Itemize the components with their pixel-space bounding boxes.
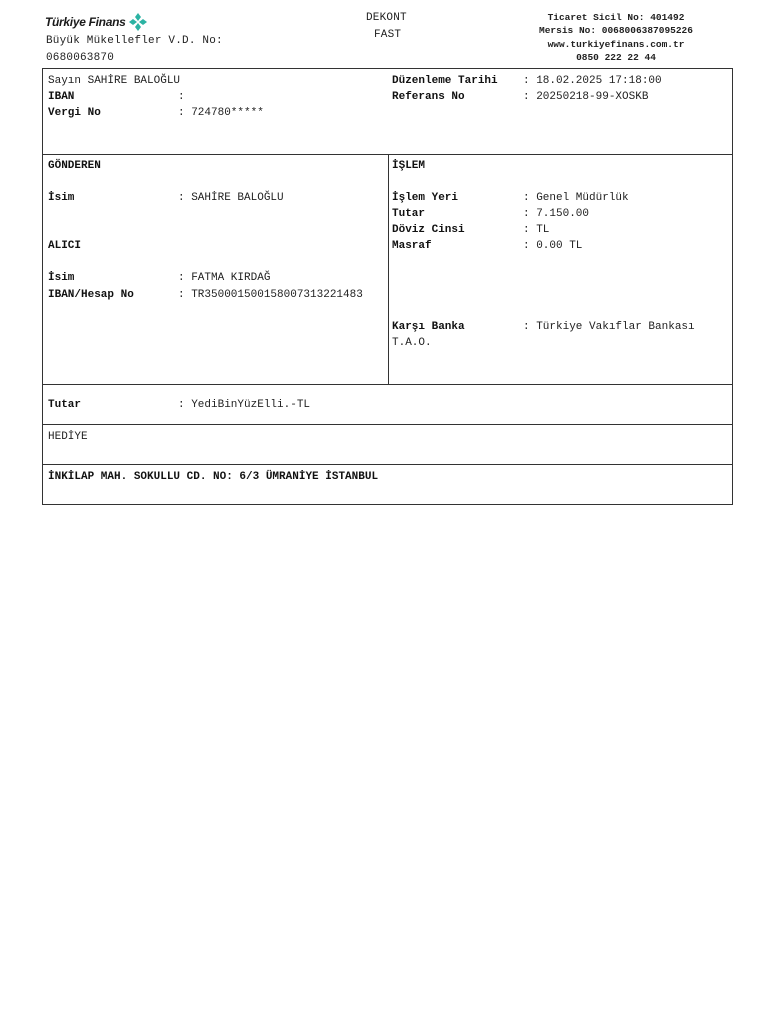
fee-label: Masraf bbox=[392, 240, 432, 252]
description-text: HEDİYE bbox=[48, 431, 88, 443]
website: www.turkiyefinans.com.tr bbox=[547, 39, 685, 50]
tax-office-number: 0680063870 bbox=[46, 52, 115, 64]
issue-date-value: : 18.02.2025 17:18:00 bbox=[523, 75, 662, 87]
phone-number: 0850 222 22 44 bbox=[576, 52, 656, 63]
tax-office-label: Büyük Mükellefler V.D. No: bbox=[46, 35, 223, 47]
transaction-amount-label: Tutar bbox=[392, 208, 426, 220]
transaction-amount-value: : 7.150.00 bbox=[523, 208, 590, 220]
counter-bank-value: : Türkiye Vakıflar Bankası bbox=[523, 321, 695, 333]
trade-registry: Ticaret Sicil No: 401492 bbox=[547, 12, 685, 23]
reference-label: Referans No bbox=[392, 91, 465, 103]
iban-label: IBAN bbox=[48, 91, 75, 103]
brand-name: Türkiye Finans bbox=[45, 15, 126, 29]
receiver-iban-label: IBAN/Hesap No bbox=[48, 289, 134, 301]
transaction-place-value: : Genel Müdürlük bbox=[523, 192, 629, 204]
amount-text-box bbox=[42, 384, 733, 425]
branch-address: İNKİLAP MAH. SOKULLU CD. NO: 6/3 ÜMRANİYE İSTANBUL bbox=[48, 471, 379, 483]
reference-value: : 20250218-99-XOSKB bbox=[523, 91, 649, 103]
fee-value: : 0.00 TL bbox=[523, 240, 583, 252]
counter-bank-value-continued: T.A.O. bbox=[392, 337, 432, 349]
tax-number-value: : 724780***** bbox=[178, 107, 264, 119]
iban-value: : bbox=[178, 91, 185, 103]
transaction-place-label: İşlem Yeri bbox=[392, 192, 459, 204]
bank-logo bbox=[45, 11, 148, 33]
receiver-name-label: İsim bbox=[48, 272, 75, 284]
amount-text-label: Tutar bbox=[48, 399, 82, 411]
issue-date-label: Düzenleme Tarihi bbox=[392, 75, 498, 87]
sender-name-value: : SAHİRE BALOĞLU bbox=[178, 192, 284, 204]
document-type: DEKONT bbox=[366, 12, 407, 24]
mersis-number: Mersis No: 0068006387095226 bbox=[539, 25, 693, 36]
currency-value: : TL bbox=[523, 224, 550, 236]
counter-bank-label: Karşı Banka bbox=[392, 321, 465, 333]
sender-title: GÖNDEREN bbox=[48, 160, 101, 172]
logo-mark-icon bbox=[128, 12, 148, 32]
transfer-type: FAST bbox=[374, 29, 402, 41]
transaction-box bbox=[388, 154, 733, 385]
receiver-title: ALICI bbox=[48, 240, 82, 252]
description-box bbox=[42, 424, 733, 465]
currency-label: Döviz Cinsi bbox=[392, 224, 465, 236]
tax-number-label: Vergi No bbox=[48, 107, 101, 119]
amount-text-value: : YediBinYüzElli.-TL bbox=[178, 399, 311, 411]
sender-name-label: İsim bbox=[48, 192, 75, 204]
transaction-title: İŞLEM bbox=[392, 160, 426, 172]
customer-greeting: Sayın SAHİRE BALOĞLU bbox=[48, 75, 181, 87]
receiver-name-value: : FATMA KIRDAĞ bbox=[178, 272, 271, 284]
receiver-iban-value: : TR350001500158007313221483 bbox=[178, 289, 363, 301]
